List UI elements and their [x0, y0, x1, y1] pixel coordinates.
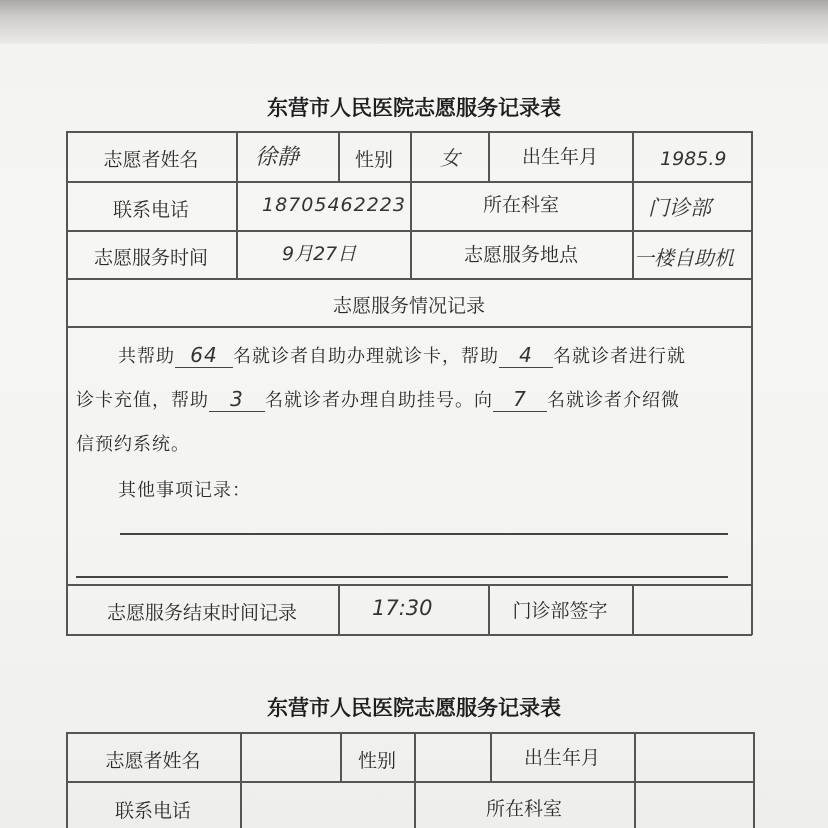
- count-recharge: 4: [499, 343, 553, 368]
- record-line-3: 信预约系统。: [76, 434, 190, 455]
- notes-line-2: [76, 576, 728, 578]
- name-label: 志愿者姓名: [103, 149, 199, 171]
- service-place-value: 一楼自助机: [634, 246, 734, 270]
- page-shadow: [0, 0, 828, 44]
- service-place-label: 志愿服务地点: [463, 244, 578, 266]
- count-registration: 3: [209, 387, 265, 412]
- service-time-value: 9月27日: [282, 243, 357, 265]
- birth-label: 出生年月: [521, 146, 598, 168]
- end-time-label: 志愿服务结束时间记录: [106, 602, 297, 624]
- form-title-2: 东营市人民医院志愿服务记录表: [267, 695, 561, 720]
- birth-value: 1985.9: [660, 148, 727, 170]
- gender-label: 性别: [354, 149, 393, 171]
- gender-label-2: 性别: [357, 750, 396, 772]
- sign-label: 门诊部签字: [512, 600, 608, 622]
- notes-line-1: [120, 533, 728, 535]
- dept-value: 门诊部: [648, 196, 711, 220]
- dept-label-2: 所在科室: [485, 798, 562, 820]
- birth-label-2: 出生年月: [523, 747, 600, 769]
- count-wechat: 7: [493, 387, 547, 412]
- gender-value: 女: [440, 146, 460, 170]
- service-time-label: 志愿服务时间: [93, 247, 208, 269]
- record-line-2: 诊卡充值，帮助 3 名就诊者办理自助挂号。向 7 名就诊者介绍微: [76, 387, 680, 411]
- name-label-2: 志愿者姓名: [105, 750, 201, 772]
- name-value: 徐静: [255, 145, 300, 170]
- phone-label-2: 联系电话: [114, 800, 191, 822]
- phone-value: 18705462223: [262, 194, 406, 216]
- phone-label: 联系电话: [112, 199, 189, 221]
- other-notes-label: 其他事项记录：: [118, 480, 251, 501]
- dept-label: 所在科室: [482, 194, 559, 216]
- count-card-issued: 64: [175, 343, 233, 368]
- section-header: 志愿服务情况记录: [332, 295, 485, 317]
- form-title: 东营市人民医院志愿服务记录表: [267, 95, 561, 120]
- record-line-1: 共帮助 64 名就诊者自助办理就诊卡，帮助 4 名就诊者进行就: [118, 343, 686, 367]
- end-time-value: 17:30: [372, 596, 433, 620]
